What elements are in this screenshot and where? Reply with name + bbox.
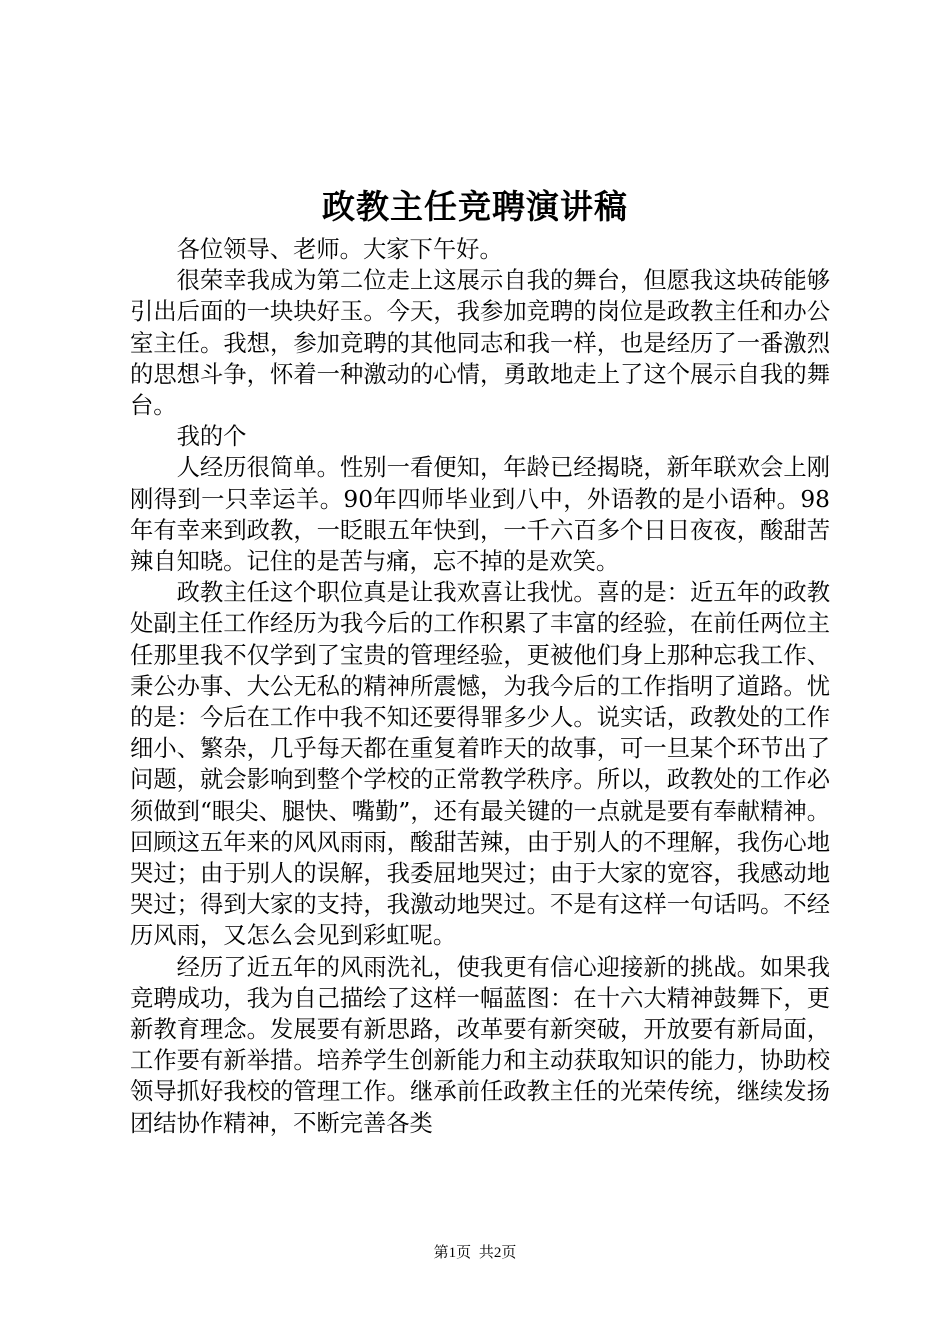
document-title: 政教主任竞聘演讲稿: [322, 187, 628, 226]
paragraph-joys-and-worries: 政教主任这个职位真是让我欢喜让我忧。喜的是：近五年的政教处副主任工作经历为我今后的工作积累了丰富的经验，在前任两位主任那里我不仅学到了宝贵的管理经验，更被他们身上那种忘我工作、秉公办事、大公无私的精神所震憾，为我今后的工作指明了道路。忧的是：今后在工作中我不知还要得罪多少人。说实话，政教处的工作细小、繁杂，几乎每天都在重复着昨天的故事，可一旦某个环节出了问题，就会影响到整个学校的正常教学秩序。所以，政教处的工作必须做到“眼尖、腿快、嘴勤”，还有最关键的一点就是要有奉献精神。回顾这五年来的风风雨雨，酸甜苦辣，由于别人的不理解，我伤心地哭过；由于别人的误解，我委屈地哭过；由于大家的宽容，我感动地哭过；得到大家的支持，我激动地哭过。不是有这样一句话吗。不经历风雨，又怎么会见到彩虹呢。: [130, 579, 830, 950]
page-total: 共2页: [478, 1245, 517, 1261]
paragraph-personal-heading: 我的个: [176, 423, 247, 451]
document-body: [130, 234, 830, 1139]
page-number: 第1页: [433, 1245, 472, 1261]
paragraph-personal-experience: 人经历很简单。性别一看便知，年龄已经揭晓，新年联欢会上刚刚得到一只幸运羊。90年四师毕业到八中，外语教的是小语种。98年有幸来到政教，一眨眼五年快到，一千六百多个日日夜夜，酸甜苦辣自知晓。记住的是苦与痛，忘不掉的是欢笑。: [130, 454, 830, 576]
paragraph-introduction: 很荣幸我成为第二位走上这展示自我的舞台，但愿我这块砖能够引出后面的一块块好玉。今天，我参加竞聘的岗位是政教主任和办公室主任。我想，参加竞聘的其他同志和我一样，也是经历了一番激烈的思想斗争，怀着一种激动的心情，勇敢地走上了这个展示自我的舞台。: [130, 267, 830, 420]
paragraph-blueprint: 经历了近五年的风雨洗礼，使我更有信心迎接新的挑战。如果我竞聘成功，我为自己描绘了这样一幅蓝图：在十六大精神鼓舞下，更新教育理念。发展要有新思路，改革要有新突破，开放要有新局面，工作要有新举措。培养学生创新能力和主动获取知识的能力，协助校领导抓好我校的管理工作。继承前任政教主任的光荣传统，继续发扬团结协作精神，不断完善各类: [130, 953, 830, 1137]
paragraph-greeting: 各位领导、老师。大家下午好。: [176, 236, 503, 263]
page-footer: [0, 1242, 950, 1264]
